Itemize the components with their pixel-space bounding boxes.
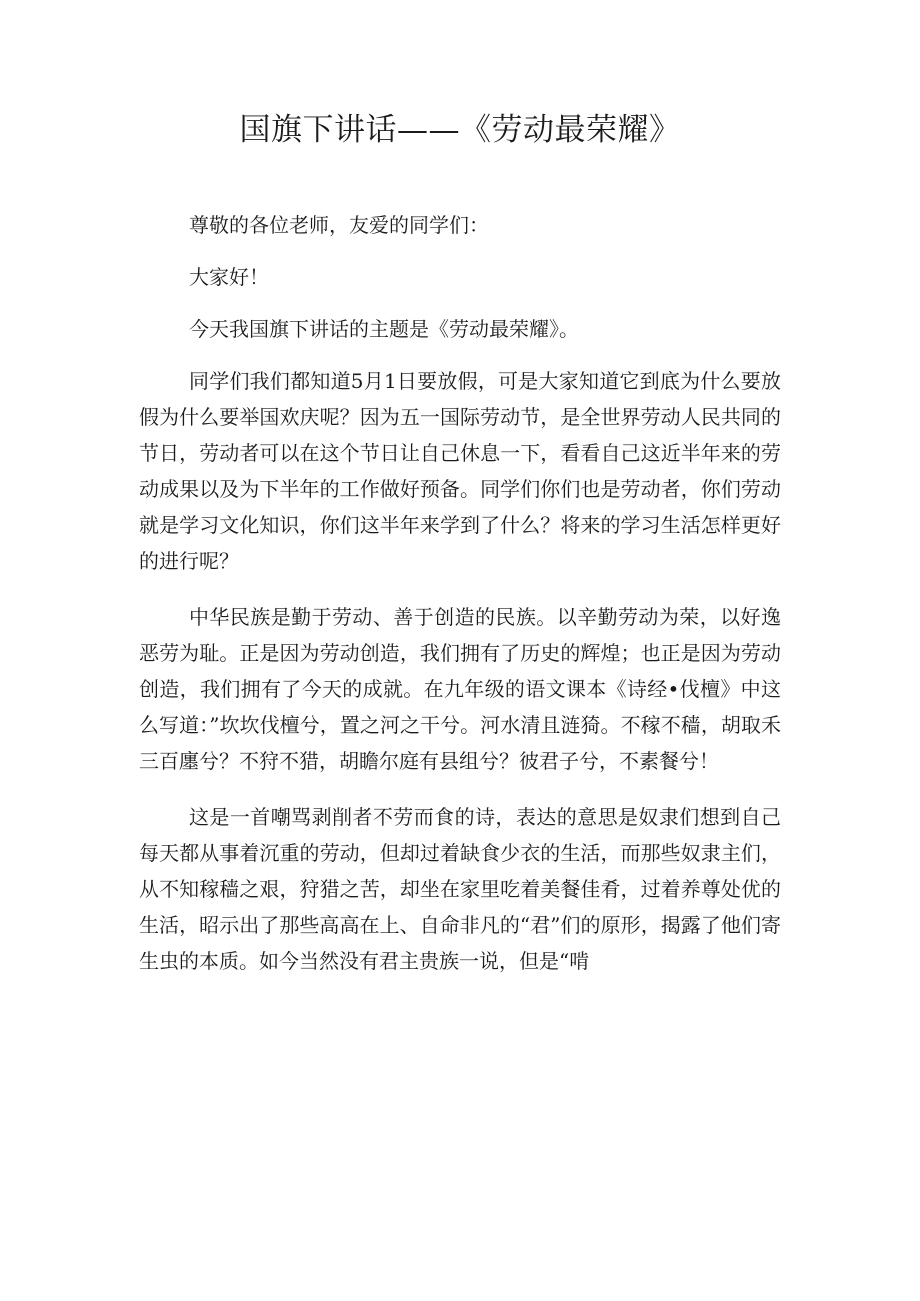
paragraph-2: 中华民族是勤于劳动、善于创造的民族。以辛勤劳动为荣，以好逸恶劳为耻。正是因为劳动创造，我们拥有了历史的辉煌；也正是因为劳动创造，我们拥有了今天的成就。在九年级的语文课本《诗经•伐檀》中这么写道：”坎坎伐檀兮，置之河之干兮。河水清且涟猗。不稼不穑，胡取禾三百廛兮？不狩不猎，胡瞻尔庭有县组兮？彼君子兮，不素餐兮！ xyxy=(139,605,781,773)
greeting-line: 尊敬的各位老师，友爱的同学们： xyxy=(189,213,489,237)
paragraph-1: 同学们我们都知道5月1日要放假，可是大家知道它到底为什么要放假为什么要举国欢庆呢？因为五一国际劳动节，是全世界劳动人民共同的节日，劳动者可以在这个节日让自己休息一下，看看自己这近半年来的劳动成果以及为下半年的工作做好预备。同学们你们也是劳动者，你们劳动就是学习文化知识，你们这半年来学到了什么？将来的学习生活怎样更好的进行呢？ xyxy=(139,369,781,573)
topic-line: 今天我国旗下讲话的主题是《劳动最荣耀》。 xyxy=(189,317,579,341)
document-title: 国旗下讲话——《劳动最荣耀》 xyxy=(239,112,681,148)
hello-line: 大家好！ xyxy=(189,265,269,289)
paragraph-3: 这是一首嘲骂剥削者不劳而食的诗，表达的意思是奴隶们想到自己每天都从事着沉重的劳动，但却过着缺食少衣的生活，而那些奴隶主们，从不知稼穑之艰，狩猎之苦，却坐在家里吃着美餐佳肴，过着养尊处优的生活，昭示出了那些高高在上、自命非凡的“君”们的原形，揭露了他们寄生虫的本质。如今当然没有君主贵族一说，但是“啃 xyxy=(139,805,781,973)
document-body xyxy=(139,207,781,979)
